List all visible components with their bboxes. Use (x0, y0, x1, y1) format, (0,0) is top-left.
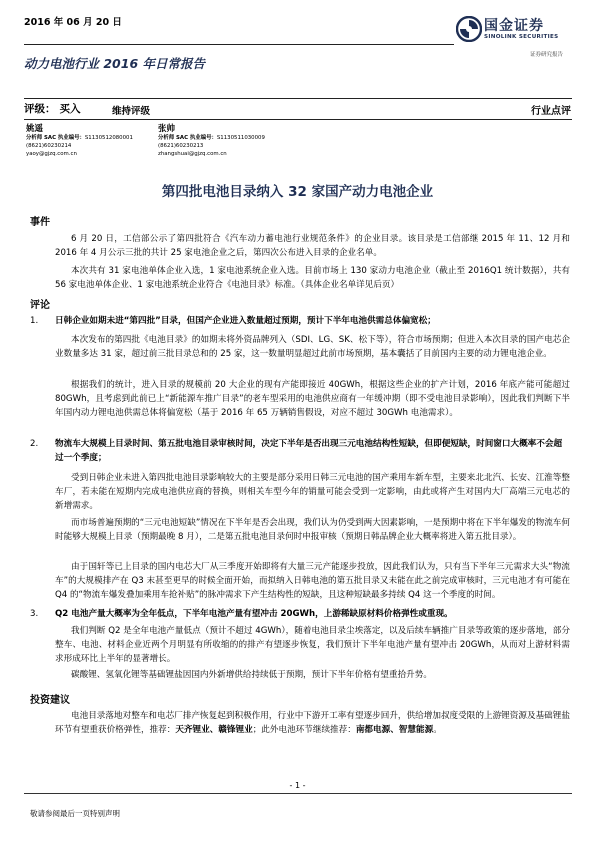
event-paragraph: 本次共有 31 家电池单体企业入选，1 家电池系统企业入选。目前市场上 130 家动力电池企业（截止至 2016Q1 统计数据），共有 56 家电池单体企业、1 家电池系统企业符合《电池目录》标准。（具体企业名单详见后页） (55, 266, 570, 290)
comment-paragraph: 本次发布的第四批《电池目录》的如期未将外资品牌列入（SDI、LG、SK、松下等），符合市场预期；但进入本次目录的国产电芯企业数量多达 31 家，超过前三批目录总和的 25 家，这一数量明显超过此前市场预期，基本囊括了目前国内主要的动力锂电池企业。 (55, 335, 570, 359)
headline: 第四批电池目录纳入 32 家国产动力电池企业 (161, 184, 434, 200)
comment-point-title (30, 437, 570, 465)
recommended-stocks: 南都电源、智慧能源 (355, 725, 434, 735)
rating-value: 买入 (59, 103, 81, 115)
analyst-email[interactable]: yaoy@gjzq.com.cn (26, 151, 77, 157)
analyst-cert-no: S1130512080001 (84, 135, 133, 141)
analyst-card (158, 124, 265, 158)
footer-divider (24, 793, 572, 794)
brand-name-en: SINOLINK SECURITIES (484, 34, 559, 40)
analyst-email[interactable]: zhangshuai@gjzq.com.cn (158, 151, 227, 157)
section-heading-advice: 投资建议 (30, 695, 70, 706)
comment-point-title (30, 607, 570, 621)
report-date: 2016 年 06 月 20 日 (24, 17, 122, 28)
page-number: - 1 - (289, 781, 306, 790)
advice-text: ；此外电池环节继续推荐： (252, 725, 356, 735)
analyst-phone: (8621)60230213 (158, 143, 204, 149)
event-paragraph: 6 月 20 日，工信部公示了第四批符合《汽车动力蓄电池行业规范条件》的企业目录。该目录是工信部继 2015 年 11、12 月和 2016 年 4 月公示三批的共计 25 家电池企业之后，第四次公布进入目录的企业名单。 (55, 234, 570, 258)
report-category: 行业点评 (531, 106, 571, 117)
advice-paragraph (55, 709, 570, 737)
comment-paragraph: 根据我们的统计，进入目录的规模前 20 大企业的现有产能即接近 40GWh，根据这些企业的扩产计划，2016 年底产能可能超过 80GWh，且考虑到此前已上“新能源车推广目录”的老车型采用的电池供应商有一年缓冲期（即不受电池目录影响），因此我们判断下半年国内动力锂电池供需总体将偏宽松（基于 2016 年 65 万辆销售假设，对应不超过 30GWh 电池需求）。 (55, 380, 570, 418)
analyst-cert-label: 分析师 SAC 执业编号： (26, 135, 85, 141)
comment-point-number: 3. (30, 609, 39, 619)
analyst-name: 张帅 (158, 124, 176, 134)
header-divider (24, 44, 454, 45)
rating-maintain: 维持评级 (112, 106, 151, 117)
sinolink-logo-icon (456, 16, 482, 42)
analyst-cert-label: 分析师 SAC 执业编号： (158, 135, 217, 141)
comment-point-text: 日韩企业如期未进“第四批”目录，但国产企业进入数量超过预期，预计下半年电池供需总体偏宽松； (55, 316, 436, 326)
comment-paragraph: 由于国轩等已上目录的国内电芯大厂从三季度开始即将有大量三元产能逐步投放，因此我们认为，只有当下半年三元需求大头“物流车”的大规模排产在 Q3 末甚至更早的时候全面开始，而拟纳入日韩电池的第五批目录又未能在此之前完成审核时，三元电池才有可能在 Q4 的“物流车爆发叠加乘用车抢补贴”的脉冲需求下产生结构性的短缺，且这种短缺最多持续 Q4 这一个季度的时间。 (55, 562, 570, 600)
comment-paragraph: 而市场普遍预期的“三元电池短缺”情况在下半年是否会出现，我们认为仍受到两大因素影响，一是预期中将在下半年爆发的物流车何时能够大规模上目录（预期最晚 8 月），二是第五批电池目录何时申报审核（预期日韩品牌企业大概率将进入第五批目录）。 (55, 518, 570, 542)
advice-text: 电池目录落地对整车和电芯厂排产恢复起到积极作用，行业中下游开工率有望逐步回升，供给增加叔度受限的上游锂资源及基础锂盐环节有望重获价格弹性，推荐： (55, 711, 570, 735)
comment-point-text: Q2 电池产量大概率为全年低点，下半年电池产量有望冲击 20GWh，上游稀缺原材料价格弹性或重现。 (55, 609, 453, 619)
analyst-card (26, 124, 133, 158)
rating-top-divider (24, 98, 572, 99)
analyst-cert-no: S1130511030009 (216, 135, 265, 141)
comment-point-text: 物流车大规模上目录时间、第五批电池目录审核时间，决定下半年是否出现三元电池结构性短缺，但即便短缺，时间窗口大概率不会超过一个季度； (55, 439, 563, 463)
comment-point-number: 1. (30, 316, 39, 326)
comment-paragraph: 碳酸锂、氢氧化锂等基础锂盐因国内外新增供给持续低于预期，预计下半年价格有望重拾升势。 (71, 670, 432, 680)
comment-paragraph: 受到日韩企业未进入第四批电池目录影响较大的主要是部分采用日韩三元电池的国产乘用车新车型，主要来北北汽、长安、江淮等整车厂，若未能在短期内完成电池供应商的替换，则相关车型今年的销量可能会受到一定影响，由此或将产生对国内大厂高端三元电芯的新增需求。 (55, 473, 570, 511)
comment-paragraph: 我们判断 Q2 是全年电池产量低点（预计不超过 4GWh），随着电池目录尘埃落定，以及后续车辆推广目录等政策的逐步落地，部分整车、电池、材料企业近两个月明显有所收缩的的排产有望逐步恢复，我们预计下半年电池产量有望冲击 20GWh，从而对上游材料需求形成环比上半年的显著增长。 (55, 626, 570, 664)
analyst-name: 姚遥 (26, 124, 44, 134)
comment-point-number: 2. (30, 439, 39, 449)
brand-name-cn: 国金证券 (484, 18, 544, 34)
advice-text: 。 (433, 725, 442, 735)
brand-subtitle: 证券研究报告 (530, 52, 564, 58)
rating-bottom-divider (24, 119, 572, 120)
disclaimer-note: 敬请参阅最后一页特别声明 (30, 809, 120, 818)
comment-point-title (30, 314, 570, 328)
section-heading-comment: 评论 (30, 300, 50, 311)
rating-label: 评级： (24, 103, 56, 115)
section-heading-event: 事件 (30, 217, 50, 228)
report-title: 动力电池行业 2016 年日常报告 (24, 56, 205, 71)
analyst-phone: (8621)60230214 (26, 143, 72, 149)
recommended-stocks: 天齐锂业、赣锋锂业 (175, 725, 253, 735)
rating (24, 101, 81, 116)
